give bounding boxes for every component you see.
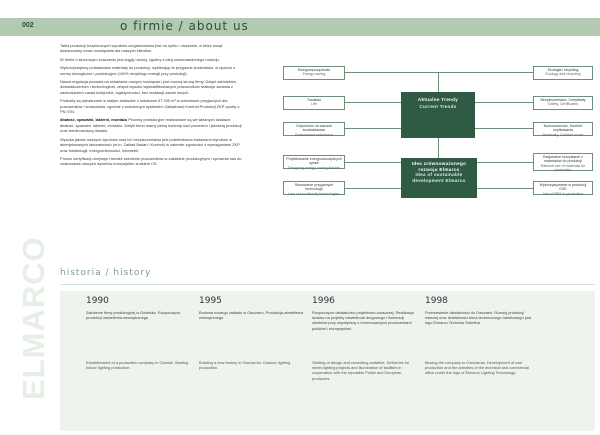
history-year: 1990 <box>86 296 109 306</box>
history-year: 1998 <box>425 296 448 306</box>
header-band <box>0 18 600 36</box>
diagram-box-design <box>283 155 345 169</box>
box-label-en: Modernity, Comfort of use <box>542 132 584 137</box>
history-text-pl: Założenie firmy produkcyjnej w Gdańsku. Rozpoczęcie produkcji oświetlenia wewnętrznego. <box>86 310 181 321</box>
diagram-box-life <box>283 96 345 110</box>
page-number: 002 <box>22 22 34 29</box>
intro-text <box>60 43 245 170</box>
box-label-en: Environment resistance <box>295 132 333 137</box>
box-label: Nowoczesność, Komfort użytkowania <box>543 124 583 133</box>
diagram-box-modernity <box>533 122 593 136</box>
history-text-en: Building a new factory in Owczarnia. Outdoor lighting production. <box>199 360 291 371</box>
diagram-center-sustainable <box>401 158 477 198</box>
history-entry <box>86 296 194 370</box>
history-text-pl: Rozpoczęcie działalności projektowo-doradczej. Realizacja dostaw na projekty oświetlenia drogowego i iluminacji obiektów przy współpracy z renomowanymi producentami polskimi i europejskimi. <box>312 310 414 331</box>
history-entry <box>312 296 420 381</box>
diagram-box-ecology <box>533 66 593 80</box>
history-text-en: Establishment of a production company in Gdańsk. Starting indoor lighting production. <box>86 360 189 371</box>
intro-paragraph: Produkty są wytwarzane w stałym zakładzie o kubaturze 67 000 m³ w warunkach przyjaznych dla pracowników i środowiska, zgodnie z wdrożonym systemem Zakładowej Kontroli Produkcji ZKP oparty o PN i EN. <box>60 98 240 115</box>
intro-paragraph: Wysoka jakość naszych wyrobów oraz ich bezpieczeństwo jest potwierdzona badaniami wyrobów w akredytowanych laboratoriach (m.in. Zakład Badań i Kontroli) w zakresie zgodności z wymaganiami ZKP oraz fotobiologii, energochłonności, fotometrii. <box>60 136 240 153</box>
intro-emphasis: dbałość, spawalni, lakierni, montażu <box>60 117 128 123</box>
center-label: Idea zrównoważonego rozwoju Elmarco <box>411 161 467 172</box>
box-label-en: Designing energy-saving fixtures <box>287 165 341 170</box>
diagram-box-safety <box>533 96 593 110</box>
connector-line <box>345 72 533 73</box>
history-text-en: Starting of design and consulting activities. Deliveries for street-lighting projects and illumination of facilities in cooperation with the reputable Polish and European producers. <box>312 360 410 381</box>
intro-paragraph: Nasza regulacja pozwala na wdrażanie nowych rozwiązań i jest mocną stroną firmy. Dzięki wieloletnim doświadczeniom i technologiom, zespół wysoko wykwalifikowanych pracowników realizuje zadania z zachowaniem zasad kolejności, logistyczności, bez realizacji zadań innych. <box>60 79 237 95</box>
connector-line <box>438 138 439 158</box>
history-text-pl: Przeniesienie działalności do Owczarni. Rozwój produkcji własnej oraz działalności biura technicznego handlowego pod logo Elmarco Technika Świetlna. <box>425 310 532 326</box>
box-label-en: Life <box>311 102 317 107</box>
diagram-box-environment <box>283 122 345 136</box>
connector-line <box>438 72 439 92</box>
box-label: Trwałość <box>306 98 322 102</box>
history-entry <box>199 296 307 370</box>
intro-paragraph <box>60 117 245 133</box>
diagram-box-res <box>533 181 593 195</box>
box-label-en: Energy saving <box>302 72 326 77</box>
box-label: Odporność na warunki środowiskowe <box>296 124 332 133</box>
intro-paragraph: W firmie o kluczowym znaczeniu jest ciągły rozwój, zgodny z ideą zrównoważonego rozwoju. <box>60 56 220 62</box>
intro-paragraph: Wykorzystujemy podstawowe materiały do produkcji, wybierając te przyjazne środowisku, w oparciu o normy ekologiczne i produkcyjne (100% recyklingu energii przy produkcji). <box>60 65 236 76</box>
box-label-en: Rational use of materials for production <box>540 163 586 172</box>
box-label-en: Ecology and recycling <box>545 72 581 77</box>
box-label: Bezpieczeństwo, Certyfikaty <box>540 98 586 102</box>
history-title: historia / history <box>60 268 152 278</box>
box-label-en: Use of RES in production <box>542 191 584 196</box>
intro-paragraph: Proces certyfikacji obejmuje również szkolenie pracowników w zakładzie produkcyjnym i uprawnia nas do znakowania naszych wyrobów europejskim znakiem CE. <box>60 155 242 167</box>
box-label: Stosowanie przyjaznych technologii <box>294 183 334 192</box>
box-label: Wykorzystywanie w produkcji OZE <box>539 183 587 192</box>
sustainability-diagram <box>283 58 593 230</box>
history-divider <box>60 284 595 285</box>
box-label: Energooszczędność <box>297 68 331 72</box>
history-year: 1995 <box>199 296 222 306</box>
section-title: o firmie / about us <box>120 19 249 33</box>
center-label: Aktualne Trendy <box>417 97 459 102</box>
center-label-en: Idea of sustainable development Elmarco <box>412 172 466 183</box>
diagram-box-eco-tech <box>283 181 345 195</box>
diagram-box-materials <box>533 153 593 171</box>
box-label-en: Safety, Certificates <box>548 102 578 107</box>
history-entry <box>425 296 537 376</box>
diagram-box-energy-saving <box>283 66 345 80</box>
elmarco-vertical-logo <box>16 200 51 400</box>
history-year: 1996 <box>312 296 335 306</box>
history-text-pl: Budowa nowego zakładu w Owczarni. Produkcja oświetlenia zewnętrznego. <box>199 310 304 321</box>
box-label: Projektowanie energooszczędnych opraw <box>286 157 342 166</box>
diagram-center-current-trends <box>401 92 475 138</box>
intro-paragraph-text: Procesy produkcyjne realizowane są we własnych działach: dbałość, spawalni, lakierni, montażu. Dzięki temu mamy pełną kontrolę nad procesem i jakością produkcji oraz terminowością dostaw. <box>60 117 242 134</box>
box-label: Racjonalne korzystanie z materiałów do produkcji <box>543 155 583 164</box>
history-text-en: Moving the company to Owczarnia. Development of own production and the activities of the technical and commercial office under the logo of Elmarco Lighting Technology. <box>425 360 530 376</box>
center-label-en: Current Trends <box>419 103 457 109</box>
box-label: Ekologia i recykling <box>547 68 579 72</box>
intro-paragraph: Tabia produkcji bezpiecznych wyrobów zorganizowana jest na rynku i otoczenie, w które wciąż dostarczamy nowe rozwiązania dla naszych klientów. <box>60 43 223 54</box>
box-label-en: Use of eco-friendly technologies <box>288 191 340 196</box>
logo-text: ELMARCO <box>16 236 51 400</box>
